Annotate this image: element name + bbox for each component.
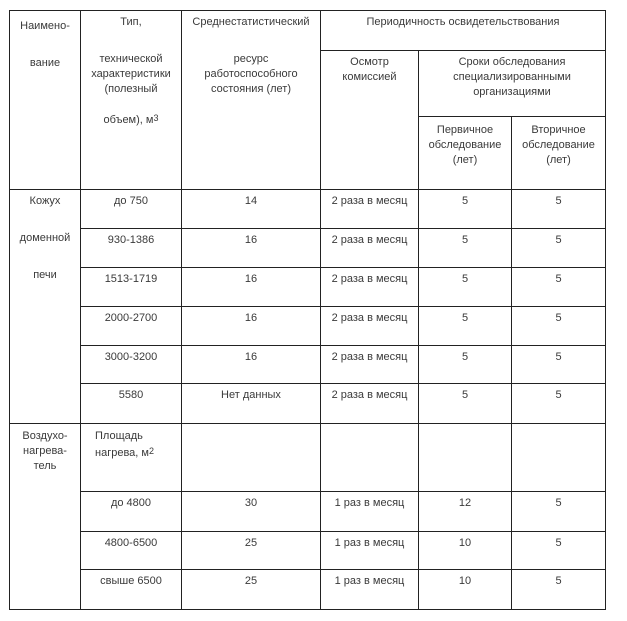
table-row bbox=[10, 424, 606, 492]
cell-type: до 750 bbox=[81, 190, 182, 229]
header-secondary bbox=[512, 117, 606, 190]
header-name bbox=[10, 11, 81, 190]
cell-resource: 25 bbox=[182, 532, 321, 570]
cell-primary: 10 bbox=[419, 570, 512, 610]
cell-resource: 16 bbox=[182, 307, 321, 346]
group2-subheader-unit-power: 2 bbox=[148, 446, 154, 456]
group2-name-line1: Воздухо- bbox=[22, 430, 68, 442]
cell-type: 2000-2700 bbox=[81, 307, 182, 346]
header-resource-line1: Среднестатистический bbox=[192, 16, 310, 28]
cell-type: свыше 6500 bbox=[81, 570, 182, 610]
cell-secondary: 5 bbox=[512, 190, 606, 229]
cell-type: 5580 bbox=[81, 384, 182, 424]
header-type-unit-power: 3 bbox=[153, 113, 159, 123]
header-secondary-line3: (лет) bbox=[546, 154, 571, 166]
table-row bbox=[10, 570, 606, 610]
cell-secondary: 5 bbox=[512, 346, 606, 384]
group2-subheader-line2 bbox=[95, 444, 179, 461]
table-row bbox=[10, 532, 606, 570]
cell-primary: 5 bbox=[419, 307, 512, 346]
header-type-line5-text: объем), м bbox=[103, 114, 154, 126]
cell-secondary: 5 bbox=[512, 570, 606, 610]
table-row bbox=[10, 268, 606, 307]
header-survey bbox=[419, 51, 606, 117]
header-periodicity bbox=[321, 11, 606, 51]
cell-inspection: 2 раза в месяц bbox=[321, 268, 419, 307]
cell-empty bbox=[512, 424, 606, 492]
group1-name-line1: Кожух bbox=[29, 195, 61, 207]
header-primary-line1: Первичное bbox=[436, 124, 494, 136]
cell-secondary: 5 bbox=[512, 229, 606, 268]
cell-secondary: 5 bbox=[512, 492, 606, 532]
group2-subheader-line1: Площадь bbox=[95, 430, 143, 442]
cell-type: 4800-6500 bbox=[81, 532, 182, 570]
group2-name-line2: нагрева- bbox=[23, 445, 67, 457]
cell-resource: 16 bbox=[182, 229, 321, 268]
cell-inspection: 2 раза в месяц bbox=[321, 229, 419, 268]
header-type-line1: Тип, bbox=[120, 16, 142, 28]
cell-type: 1513-1719 bbox=[81, 268, 182, 307]
cell-primary: 10 bbox=[419, 532, 512, 570]
header-primary bbox=[419, 117, 512, 190]
cell-empty bbox=[321, 424, 419, 492]
cell-type: 3000-3200 bbox=[81, 346, 182, 384]
cell-empty bbox=[419, 424, 512, 492]
cell-inspection: 2 раза в месяц bbox=[321, 384, 419, 424]
header-name-line2: вание bbox=[29, 57, 61, 69]
header-resource-line3: работоспособного bbox=[204, 68, 298, 80]
cell-secondary: 5 bbox=[512, 307, 606, 346]
group2-name bbox=[10, 424, 81, 610]
cell-secondary: 5 bbox=[512, 532, 606, 570]
cell-secondary: 5 bbox=[512, 268, 606, 307]
header-resource-line4: состояния (лет) bbox=[211, 83, 291, 95]
table-row bbox=[10, 492, 606, 532]
table-row bbox=[10, 307, 606, 346]
header-primary-line2: обследование bbox=[428, 139, 502, 151]
header-secondary-line2: обследование bbox=[522, 139, 595, 151]
cell-resource: 30 bbox=[182, 492, 321, 532]
cell-primary: 5 bbox=[419, 190, 512, 229]
cell-resource: 16 bbox=[182, 346, 321, 384]
group2-name-line3: тель bbox=[33, 460, 57, 472]
header-inspection-line1: Осмотр bbox=[350, 56, 389, 68]
header-type-line2: технической bbox=[99, 53, 163, 65]
table-row bbox=[10, 190, 606, 229]
cell-inspection: 1 раз в месяц bbox=[321, 570, 419, 610]
cell-primary: 5 bbox=[419, 268, 512, 307]
table-row bbox=[10, 346, 606, 384]
header-type bbox=[81, 11, 182, 190]
group2-subheader bbox=[81, 424, 182, 492]
group2-subheader-line2-text: нагрева, м bbox=[95, 447, 149, 459]
cell-inspection: 1 раз в месяц bbox=[321, 492, 419, 532]
header-primary-line3: (лет) bbox=[452, 154, 478, 166]
cell-type: 930-1386 bbox=[81, 229, 182, 268]
header-type-line4: (полезный bbox=[104, 83, 158, 95]
header-survey-line3: организациями bbox=[473, 86, 551, 98]
header-survey-line1: Сроки обследования bbox=[458, 56, 566, 68]
header-survey-line2: специализированными bbox=[453, 71, 571, 83]
cell-primary: 5 bbox=[419, 229, 512, 268]
table-row bbox=[10, 384, 606, 424]
cell-inspection: 1 раз в месяц bbox=[321, 532, 419, 570]
cell-resource: Нет данных bbox=[182, 384, 321, 424]
header-resource-line2: ресурс bbox=[233, 53, 269, 65]
header-resource bbox=[182, 11, 321, 190]
header-secondary-line1: Вторичное bbox=[531, 124, 586, 136]
header-periodicity-text: Периодичность освидетельствования bbox=[366, 16, 560, 28]
periodicity-table bbox=[9, 10, 606, 610]
group1-name-line3: печи bbox=[33, 269, 57, 281]
group1-name bbox=[10, 190, 81, 424]
header-type-line5 bbox=[83, 111, 179, 128]
cell-resource: 16 bbox=[182, 268, 321, 307]
cell-empty bbox=[182, 424, 321, 492]
cell-type: до 4800 bbox=[81, 492, 182, 532]
cell-inspection: 2 раза в месяц bbox=[321, 307, 419, 346]
cell-resource: 14 bbox=[182, 190, 321, 229]
header-name-line1: Наимено- bbox=[20, 20, 70, 32]
table-row bbox=[10, 229, 606, 268]
cell-resource: 25 bbox=[182, 570, 321, 610]
cell-primary: 5 bbox=[419, 384, 512, 424]
group1-name-line2: доменной bbox=[19, 232, 71, 244]
header-inspection-line2: комиссией bbox=[342, 71, 397, 83]
cell-secondary: 5 bbox=[512, 384, 606, 424]
cell-inspection: 2 раза в месяц bbox=[321, 346, 419, 384]
cell-inspection: 2 раза в месяц bbox=[321, 190, 419, 229]
header-type-line3: характеристики bbox=[91, 68, 171, 80]
cell-primary: 12 bbox=[419, 492, 512, 532]
header-inspection bbox=[321, 51, 419, 190]
cell-primary: 5 bbox=[419, 346, 512, 384]
